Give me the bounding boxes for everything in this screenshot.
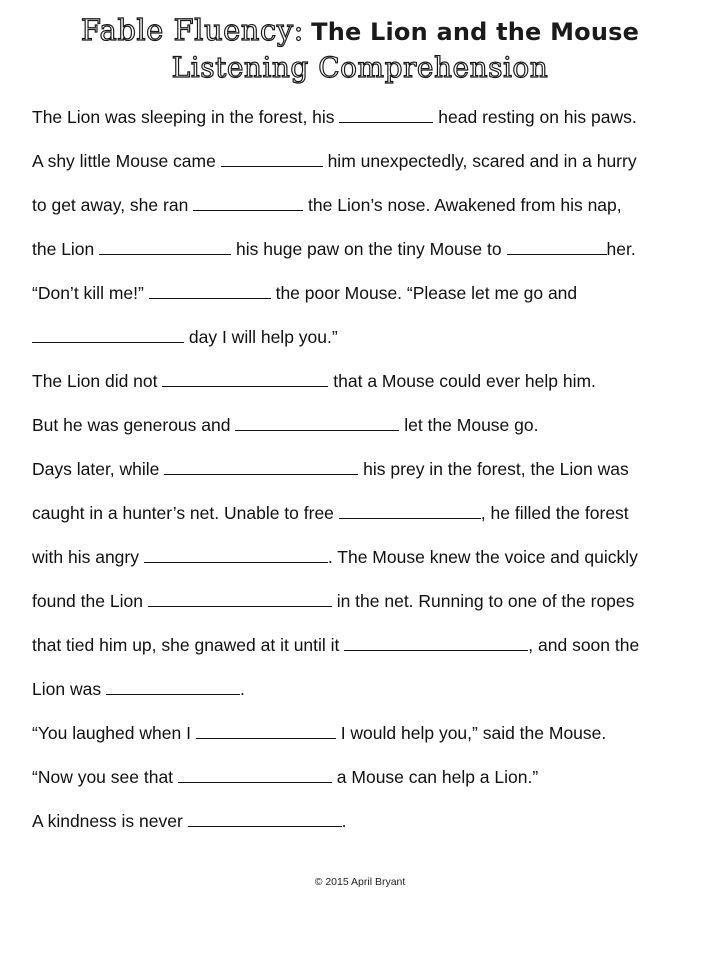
title-fable-fluency: Fable Fluency: <box>80 13 304 47</box>
title-story-name: The Lion and the Mouse <box>311 18 640 46</box>
line-text: caught in a hunter’s net. Unable to free <box>32 503 334 523</box>
line-text: , and soon the <box>528 635 640 655</box>
passage-line <box>32 194 622 216</box>
page-subtitle: Listening Comprehension <box>171 51 549 84</box>
fill-in-blank[interactable] <box>144 547 328 563</box>
fill-in-blank[interactable] <box>344 635 528 651</box>
line-text: the Lion <box>32 239 95 259</box>
passage-line <box>32 370 596 392</box>
line-text: to get away, she ran <box>32 195 189 215</box>
line-text: with his angry <box>32 547 139 567</box>
line-text: found the Lion <box>32 591 143 611</box>
fill-in-blank[interactable] <box>221 151 323 167</box>
fill-in-blank[interactable] <box>99 239 231 255</box>
line-text: I would help you,” said the Mouse. <box>340 723 607 743</box>
fill-in-blank[interactable] <box>196 723 336 739</box>
passage-line <box>32 458 629 480</box>
line-text: A kindness is never <box>32 811 183 831</box>
passage-line <box>32 634 639 656</box>
line-text: in the net. Running to one of the ropes <box>336 591 635 611</box>
line-text: that a Mouse could ever help him. <box>333 371 596 391</box>
line-text: the Lion’s nose. Awakened from his nap, <box>308 195 622 215</box>
passage-line <box>32 810 347 832</box>
line-text: , he filled the forest <box>480 503 629 523</box>
line-text: him unexpectedly, scared and in a hurry <box>327 151 637 171</box>
line-text: her. <box>606 239 636 259</box>
passage-line <box>32 282 577 304</box>
line-text: a Mouse can help a Lion.” <box>336 767 539 787</box>
line-text: . The Mouse knew the voice and quickly <box>327 547 638 567</box>
fill-in-blank[interactable] <box>149 283 271 299</box>
passage-line <box>32 678 245 700</box>
line-text: . <box>341 811 347 831</box>
line-text: But he was generous and <box>32 415 231 435</box>
line-text: “You laughed when I <box>32 723 191 743</box>
passage-line <box>32 238 636 260</box>
line-text: head resting on his paws. <box>438 107 637 127</box>
line-text: Days later, while <box>32 459 160 479</box>
passage-line <box>32 590 634 612</box>
fill-in-blank[interactable] <box>162 371 328 387</box>
fill-in-blank[interactable] <box>188 811 342 827</box>
line-text: The Lion did not <box>32 371 158 391</box>
passage-line <box>32 546 638 568</box>
fill-in-blank[interactable] <box>339 107 433 123</box>
passage-line <box>32 106 637 128</box>
line-text: “Don’t kill me!” <box>32 283 144 303</box>
page-title <box>0 10 720 52</box>
passage-line <box>32 722 606 744</box>
line-text: day I will help you.” <box>188 327 338 347</box>
passage-line <box>32 150 637 172</box>
fill-in-blank[interactable] <box>507 239 607 255</box>
line-text: “Now you see that <box>32 767 174 787</box>
fill-in-blank[interactable] <box>193 195 303 211</box>
fill-in-blank[interactable] <box>339 503 481 519</box>
line-text: A shy little Mouse came <box>32 151 216 171</box>
copyright-notice: © 2015 April Bryant <box>314 876 406 888</box>
passage-line <box>32 414 538 436</box>
fill-in-blank[interactable] <box>235 415 399 431</box>
line-text: Lion was <box>32 679 102 699</box>
fill-in-blank[interactable] <box>32 327 184 343</box>
line-text: the poor Mouse. “Please let me go and <box>275 283 578 303</box>
fill-in-blank[interactable] <box>178 767 332 783</box>
fill-in-blank[interactable] <box>106 679 240 695</box>
line-text: The Lion was sleeping in the forest, his <box>32 107 335 127</box>
fill-in-blank[interactable] <box>164 459 358 475</box>
line-text: let the Mouse go. <box>404 415 539 435</box>
passage-line <box>32 766 538 788</box>
passage-line <box>32 326 338 348</box>
line-text: his huge paw on the tiny Mouse to <box>236 239 502 259</box>
line-text: . <box>239 679 245 699</box>
line-text: his prey in the forest, the Lion was <box>363 459 629 479</box>
passage-line <box>32 502 629 524</box>
fill-in-blank[interactable] <box>148 591 332 607</box>
line-text: that tied him up, she gnawed at it until it <box>32 635 340 655</box>
